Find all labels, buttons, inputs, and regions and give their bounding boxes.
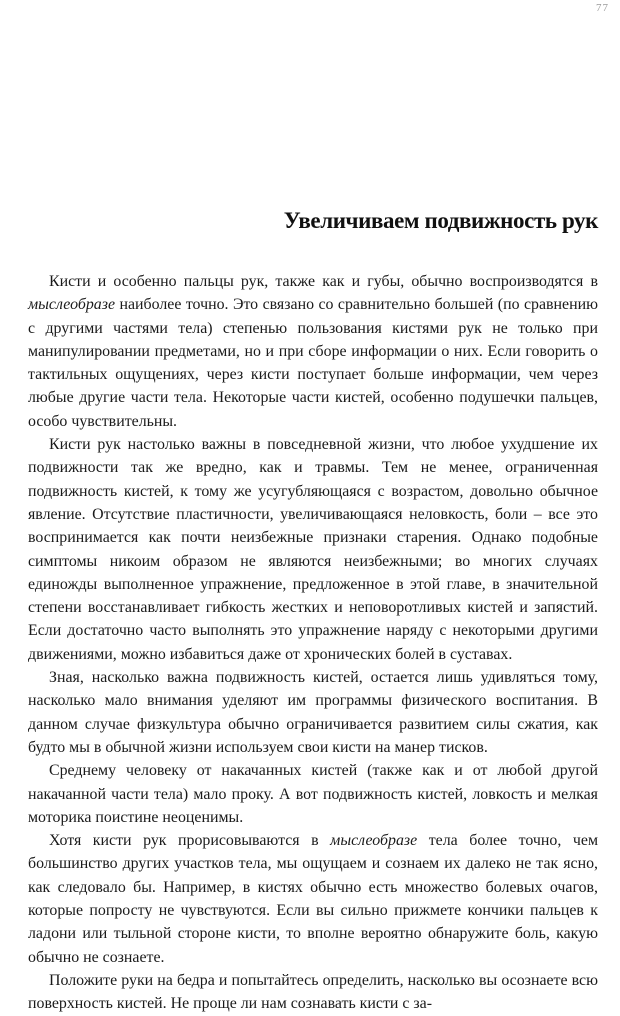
paragraph-1-text-a: Кисти и особенно пальцы рук, также как и губы, обычно воспроизводятся в [49, 273, 598, 290]
paragraph-6 [28, 969, 598, 1016]
paragraph-1-text-b: наиболее точно. Это связано со сравнительно большей (по сравнению с другими частями тела) степенью пользования кистями рук не только при манипулировании предметами, но и при сборе информации о них. Если говорить о тактильных ощущениях, через кисти поступает больше информации, чем через любые другие части тела. Некоторые части кистей, особенно подушечки пальцев, особо чувствительны. [28, 296, 598, 430]
paragraph-4-text: Среднему человеку от накачанных кистей (также как и от любой другой накачанной части тела) мало проку. А вот подвижность кистей, ловкость и мелкая моторика поистине неоценимы. [28, 762, 598, 826]
paragraph-1 [28, 270, 598, 433]
paragraph-5-text-a: Хотя кисти рук прорисовываются в [49, 832, 331, 850]
paragraph-3 [28, 666, 598, 759]
chapter-title: Увеличиваем подвижность рук [283, 208, 598, 233]
paragraph-1-emphasis: мыслеобразе [28, 296, 115, 314]
paragraph-2 [28, 433, 598, 666]
paragraph-5 [28, 829, 598, 969]
paragraph-5-text-b: тела более точно, чем большинство других участков тела, мы ощущаем и сознаем их далеко не так ясно, как следовало бы. Например, в кистях обычно есть множество болевых очагов, которые попросту не чувствуются. Если вы сильно прижмете кончики пальцев к ладони или тыльной стороне кисти, то вполне вероятно обнаружите боль, какую обычно не сознаете. [28, 832, 598, 966]
paragraph-4 [28, 759, 598, 829]
paragraph-5-emphasis: мыслеобразе [330, 832, 418, 850]
page-number: 77 [596, 2, 609, 14]
body-text [28, 270, 598, 1016]
paragraph-6-text: Положите руки на бедра и попытайтесь определить, насколько вы осознаете всю поверхность кистей. Не проще ли нам сознавать кисти с за- [28, 971, 598, 1013]
paragraph-3-text: Зная, насколько важна подвижность кистей, остается лишь удивляться тому, насколько мало внимания уделяют им программы физического воспитания. В данном случае физкультура обычно ограничивается развитием силы сжатия, как будто мы в обычной жизни используем свои кисти на манер тисков. [28, 669, 598, 756]
paragraph-2-text: Кисти рук настолько важны в повседневной жизни, что любое ухудшение их подвижности так же вредно, как и травмы. Тем не менее, ограниченная подвижность кистей, к тому же усугубляющаяся с возрастом, довольно обычное явление. Отсутствие пластичности, увеличивающаяся неловкость, боли – все это воспринимается как почти неизбежные признаки старения. Однако подобные симптомы никоим образом не являются неизбежными; во многих случаях единожды выполненное упражнение, предложенное в этой главе, в значительной степени восстанавливает гибкость жестких и неповоротливых кистей и запястий. Если достаточно часто выполнять это упражнение наряду с некоторыми другими движениями, можно избавиться даже от хронических болей в суставах. [28, 436, 598, 663]
